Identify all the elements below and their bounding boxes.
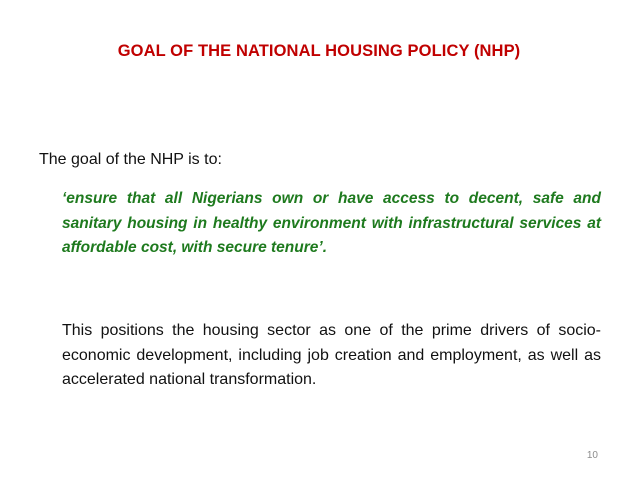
slide-title: GOAL OF THE NATIONAL HOUSING POLICY (NHP) [117, 42, 521, 60]
page-number: 10 [586, 450, 598, 461]
goal-quote: ‘ensure that all Nigerians own or have access to decent, safe and sanitary housing in healthy environment with infrastructural services at affordable cost, with secure tenure’. [62, 190, 601, 256]
intro-text: The goal of the NHP is to: [39, 151, 222, 168]
body-paragraph: This positions the housing sector as one of the prime drivers of socio-economic development, including job creation and employment, as well as accelerated national transformation. [62, 322, 601, 388]
